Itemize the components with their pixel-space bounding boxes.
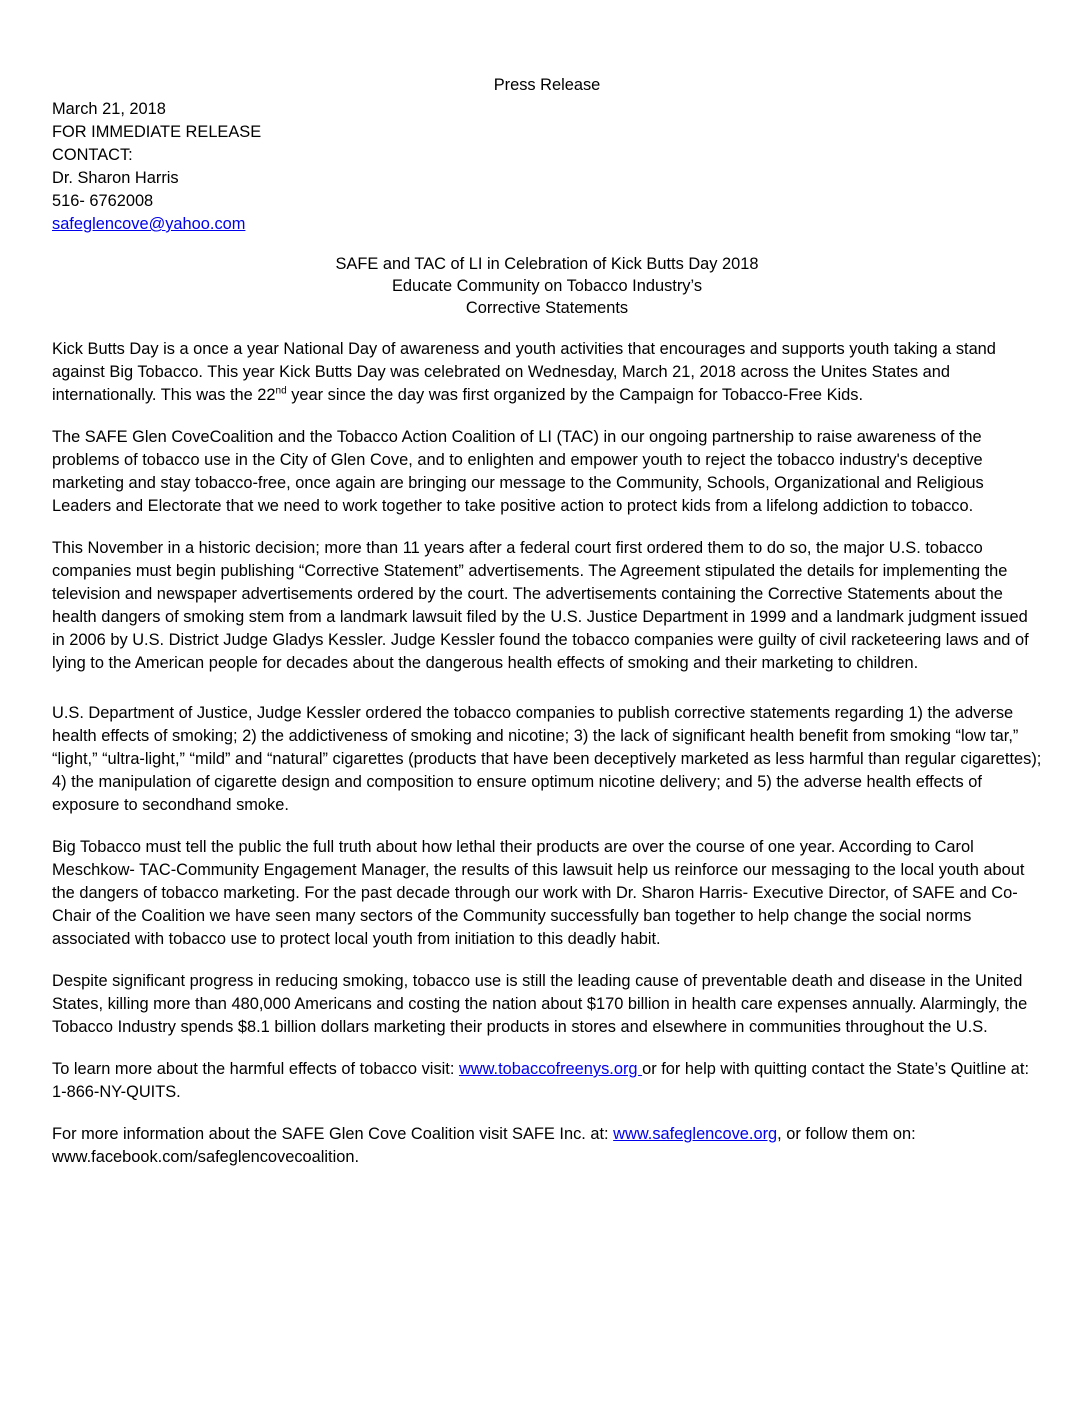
paragraph-text: year since the day was first organized by the Campaign for Tobacco-Free Kids.: [286, 386, 864, 404]
contact-label: CONTACT:: [52, 146, 133, 164]
paragraph-corrective-statements: This November in a historic decision; more than 11 years after a federal court first ordered them to do so, the major U.S. tobacco companies must begin publishing “Corrective Statement” advertisements. The Agreement stipulated the details for implementing the television and newspaper advertisements ordered by the court. The advertisements containing the Corrective Statements about the health dangers of smoking stem from a landmark lawsuit filed by the U.S. Justice Department in 1999 and a landmark judgment issued in 2006 by U.S. District Judge Gladys Kessler. Judge Kessler found the tobacco companies were guilty of civil racketeering laws and of lying to the American people for decades about the dangerous health effects of smoking and their marketing to children.: [52, 539, 1029, 672]
paragraph-text: To learn more about the harmful effects of tobacco visit:: [52, 1060, 459, 1078]
release-type: FOR IMMEDIATE RELEASE: [52, 123, 262, 141]
tobaccofreenys-link[interactable]: www.tobaccofreenys.org: [458, 1060, 643, 1078]
paragraph-court-order: U.S. Department of Justice, Judge Kessler ordered the tobacco companies to publish corrective statements regarding 1) the adverse health effects of smoking; 2) the addictiveness of smoking and nicotine; 3) the lack of significant health benefit from smoking “low tar,” “light,” “ultra-light,” “mild” and “natural” cigarettes (products that have been deceptively marketed as less harmful than regular cigarettes); 4) the manipulation of cigarette design and composition to ensure optimum nicotine delivery; and 5) the adverse health effects of exposure to secondhand smoke.: [52, 704, 1042, 814]
headline-line-1: SAFE and TAC of LI in Celebration of Kick Butts Day 2018: [335, 255, 759, 273]
headline-line-2: Educate Community on Tobacco Industry’s: [391, 277, 703, 295]
contact-name: Dr. Sharon Harris: [52, 169, 179, 187]
paragraph-more-info: [52, 1123, 1042, 1169]
paragraph-text: Kick Butts Day is a once a year National Day of awareness and youth activities that encourages and supports youth taking a stand against Big Tobacco. This year Kick Butts Day was celebrated on Wednesday, March 21, 2018 across the Unites States and internationally. This was the 22: [52, 340, 996, 404]
paragraph-kick-butts-day: [52, 338, 1042, 407]
paragraph-partnership: The SAFE Glen CoveCoalition and the Tobacco Action Coalition of LI (TAC) in our ongoing partnership to raise awareness of the problems of tobacco use in the City of Glen Cove, and to enlighten and empower youth to reject the tobacco industry's deceptive marketing and stay tobacco-free, once again are bringing our message to the Community, Schools, Organizational and Religious Leaders and Electorate that we need to work together to take positive action to protect kids from a lifelong addiction to tobacco.: [52, 428, 984, 515]
paragraph-text: For more information about the SAFE Glen Cove Coalition visit SAFE Inc. at:: [52, 1125, 614, 1143]
ordinal-superscript: nd: [275, 385, 287, 397]
headline: [52, 253, 1042, 319]
paragraph-learn-more: [52, 1058, 1042, 1104]
paragraph-statistics: Despite significant progress in reducing smoking, tobacco use is still the leading cause of preventable death and disease in the United States, killing more than 480,000 Americans and costing the nation about $170 billion in health care expenses annually. Alarmingly, the Tobacco Industry spends $8.1 billion dollars marketing their products in stores and elsewhere in communities throughout the U.S.: [52, 972, 1028, 1036]
headline-line-3: Corrective Statements: [465, 299, 629, 317]
document-title: Press Release: [493, 76, 601, 94]
press-release-page: [52, 74, 1042, 1169]
paragraph-big-tobacco: Big Tobacco must tell the public the full truth about how lethal their products are over the course of one year. According to Carol Meschkow- TAC-Community Engagement Manager, the results of this lawsuit help us reinforce our messaging to the local youth about the dangers of tobacco marketing. For the past decade through our work with Dr. Sharon Harris- Executive Director, of SAFE and Co-Chair of the Coalition we have seen many sectors of the Community successfully ban together to help change the social norms associated with tobacco use to protect local youth from initiation to this deadly habit.: [52, 838, 1025, 948]
safeglencove-link[interactable]: www.safeglencove.org: [613, 1125, 778, 1143]
contact-block: [52, 98, 1042, 236]
contact-phone: 516- 6762008: [52, 192, 154, 210]
paragraph-text: or for help with quitting contact the State’s Quitline at: 1-866-NY-QUITS.: [52, 1060, 1029, 1101]
release-date: March 21, 2018: [52, 100, 166, 118]
contact-email-link[interactable]: safeglencove@yahoo.com: [52, 215, 246, 233]
paragraph-text: , or follow them on: www.facebook.com/safeglencovecoalition.: [52, 1125, 916, 1166]
